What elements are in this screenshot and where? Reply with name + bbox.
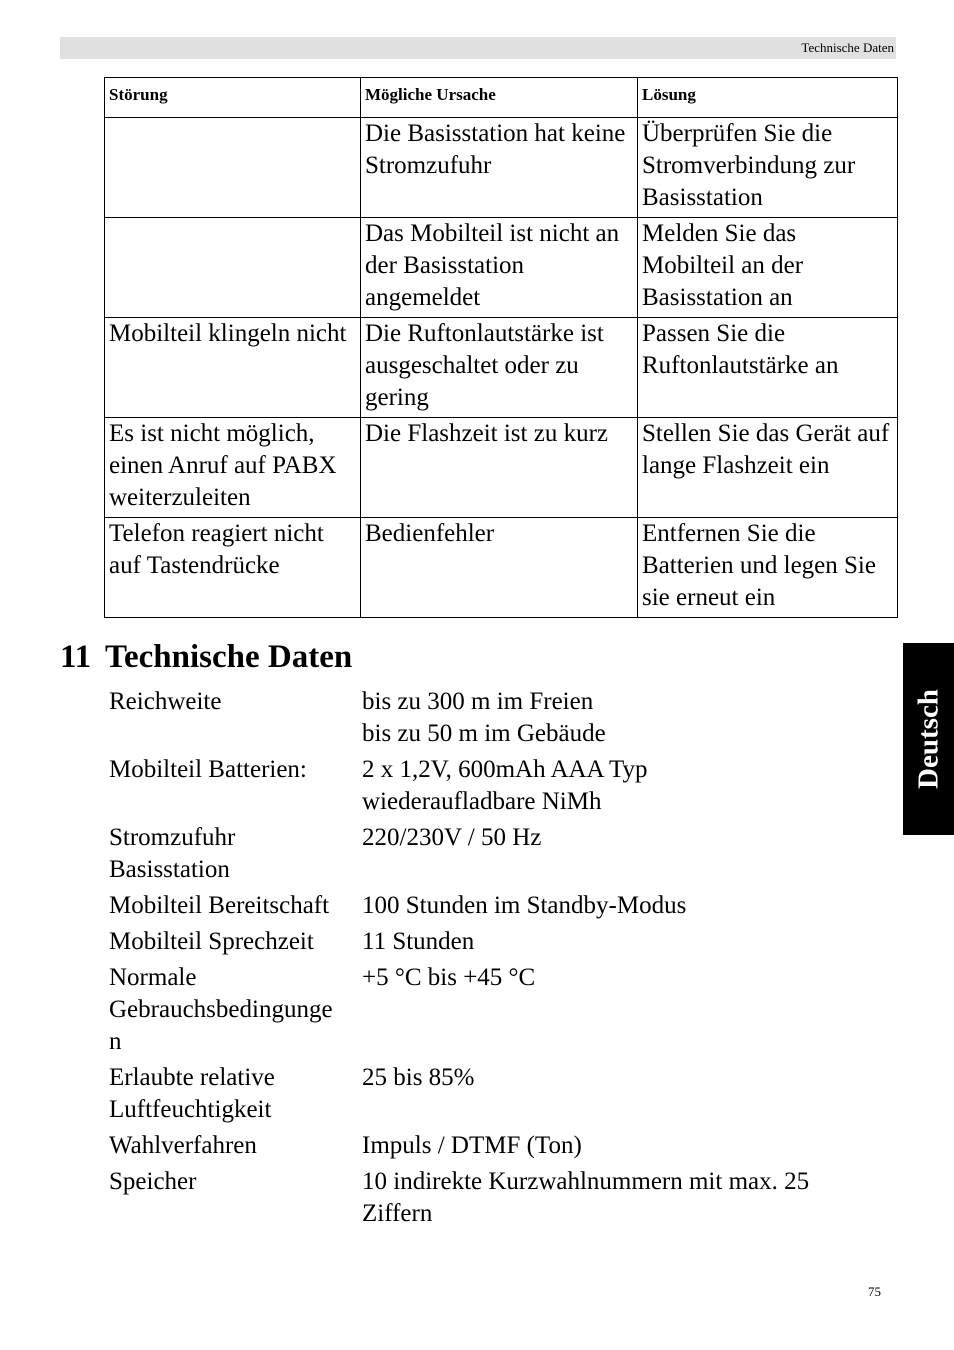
- spec-value: bis zu 300 m im Freien bis zu 50 m im Gebäude: [362, 688, 606, 747]
- problem-cell: Telefon reagiert nicht auf Tastendrücke: [105, 518, 361, 618]
- solution-cell: Melden Sie das Mobilteil an der Basisstation an: [638, 218, 898, 318]
- column-header-problem: Störung: [105, 78, 361, 118]
- cause-cell: Die Basisstation hat keine Stromzufuhr: [361, 118, 638, 218]
- table-row: [105, 318, 898, 418]
- spec-label: Speicher: [109, 1168, 197, 1195]
- solution-cell: Passen Sie die Ruftonlautstärke an: [638, 318, 898, 418]
- solution-cell: Überprüfen Sie die Stromverbindung zur Basisstation: [638, 118, 898, 218]
- language-tab: [903, 643, 954, 835]
- spec-value: 11 Stunden: [362, 928, 475, 955]
- section-heading: [60, 636, 352, 678]
- cause-cell: Die Flashzeit ist zu kurz: [361, 418, 638, 518]
- spec-label: Wahlverfahren: [109, 1132, 257, 1159]
- spec-label: Reichweite: [109, 688, 222, 715]
- column-header-solution: Lösung: [638, 78, 898, 118]
- table-row: [105, 418, 898, 518]
- spec-label: Stromzufuhr Basisstation: [109, 824, 236, 883]
- column-header-cause: Mögliche Ursache: [361, 78, 638, 118]
- spec-value: 2 x 1,2V, 600mAh AAA Typ wiederaufladbare NiMh: [362, 756, 648, 815]
- spec-label: Erlaubte relative Luftfeuchtigkeit: [109, 1064, 275, 1123]
- page-number: 75: [868, 1284, 881, 1299]
- language-tab-label: Deutsch: [912, 689, 944, 789]
- spec-row-humidity: [109, 1062, 869, 1126]
- problem-cell: [105, 218, 361, 318]
- cause-cell: Bedienfehler: [361, 518, 638, 618]
- spec-row-talk-time: [109, 926, 869, 958]
- cause-cell: Das Mobilteil ist nicht an der Basisstation angemeldet: [361, 218, 638, 318]
- solution-cell: Stellen Sie das Gerät auf lange Flashzeit ein: [638, 418, 898, 518]
- problem-cell: Mobilteil klingeln nicht: [105, 318, 361, 418]
- troubleshooting-table: [104, 77, 898, 618]
- spec-label: Mobilteil Bereitschaft: [109, 892, 330, 919]
- spec-value: 25 bis 85%: [362, 1064, 475, 1091]
- problem-cell: [105, 118, 361, 218]
- spec-value: +5 °C bis +45 °C: [362, 964, 536, 991]
- section-number: 11: [60, 639, 92, 675]
- solution-cell: Entfernen Sie die Batterien und legen Sie sie erneut ein: [638, 518, 898, 618]
- cause-cell: Die Ruftonlautstärke ist ausgeschaltet oder zu gering: [361, 318, 638, 418]
- spec-list: [109, 686, 869, 1234]
- spec-row-power: [109, 822, 869, 886]
- spec-row-dialing: [109, 1130, 869, 1162]
- spec-row-batteries: [109, 754, 869, 818]
- table-row: [105, 218, 898, 318]
- running-header-title: Technische Daten: [801, 40, 894, 55]
- spec-label: Normale Gebrauchsbedingunge n: [109, 964, 333, 1055]
- table-row: [105, 518, 898, 618]
- table-row: [105, 118, 898, 218]
- spec-value: 100 Stunden im Standby-Modus: [362, 892, 687, 919]
- problem-cell: Es ist nicht möglich, einen Anruf auf PABX weiterzuleiten: [105, 418, 361, 518]
- spec-row-standby: [109, 890, 869, 922]
- table-header-row: [105, 78, 898, 118]
- running-header: [60, 37, 896, 59]
- spec-label: Mobilteil Batterien:: [109, 756, 307, 783]
- spec-value: 10 indirekte Kurzwahlnummern mit max. 25 Ziffern: [362, 1168, 810, 1227]
- spec-row-memory: [109, 1166, 869, 1230]
- section-title: Technische Daten: [105, 639, 353, 675]
- spec-value: Impuls / DTMF (Ton): [362, 1132, 582, 1159]
- spec-row-range: [109, 686, 869, 750]
- spec-label: Mobilteil Sprechzeit: [109, 928, 314, 955]
- spec-row-operating-conditions: [109, 962, 869, 1058]
- spec-value: 220/230V / 50 Hz: [362, 824, 542, 851]
